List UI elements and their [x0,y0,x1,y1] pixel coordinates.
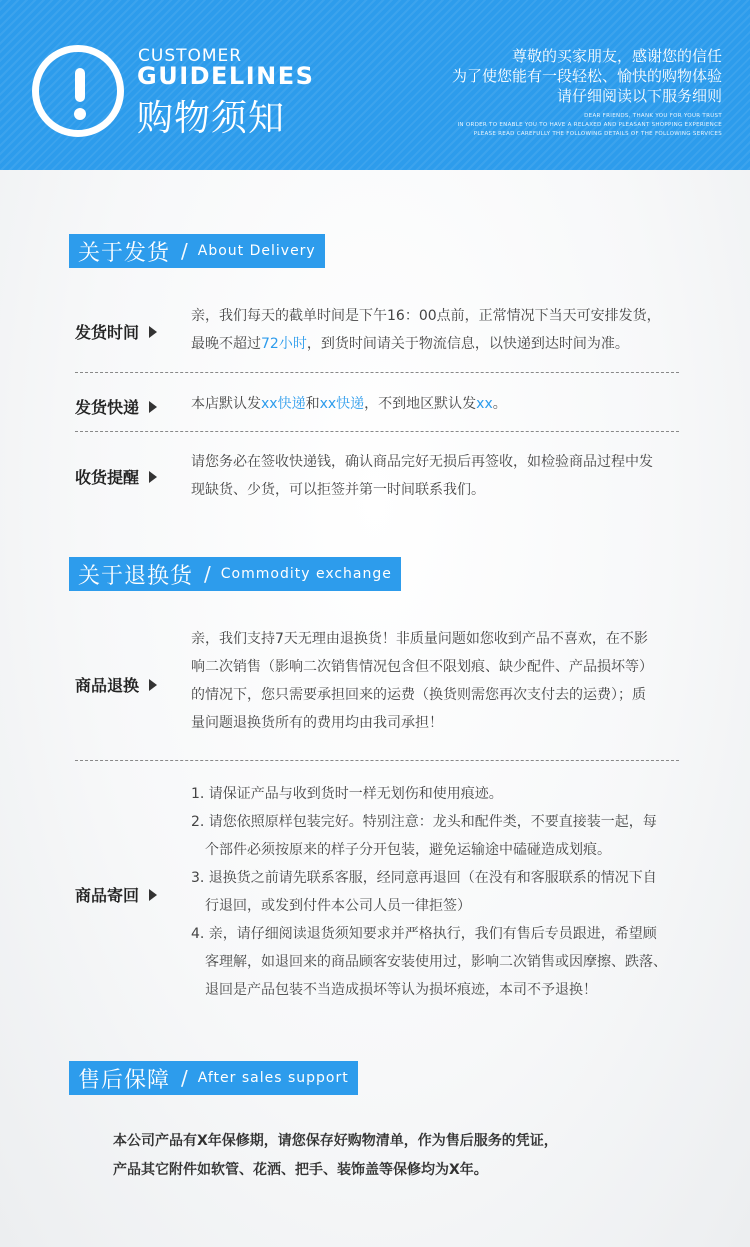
greeting-small-line: IN ORDER TO ENABLE YOU TO HAVE A RELAXED AND PLEASANT SHOPPING EXPERIENCE [457,122,722,128]
dashed-divider [75,760,679,761]
dashed-divider [75,431,679,432]
list-item: 3. 退换货之前请先联系客服，经同意再退回（在没有和客服联系的情况下自 行退回，或发到付件本公司人员一律拒签） [191,870,657,914]
express-text: 本店默认发xx快递和xx快递，不到地区默认发xx。 [191,396,507,412]
after-sales-text: 本公司产品有X年保修期，请您保存好购物清单，作为售后服务的凭证， 产品其它附件如软管、花洒、把手、装饰盖等保修均为X年。 [113,1133,558,1178]
row-label-ship-time: 发货时间 [75,320,157,343]
header-en-line2: GUIDELINES [137,62,315,90]
row-label-return: 商品寄回 [75,883,157,906]
header-title-cn: 购物须知 [137,98,286,139]
header-greeting [452,46,722,139]
greeting-small-line: PLEASE READ CAREFULLY THE FOLLOWING DETAILS OF THE FOLLOWING SERVICES [473,131,722,137]
highlight-72h: 72小时 [261,336,307,352]
greeting-line: 请仔细阅读以下服务细则 [556,87,722,105]
greeting-line: 尊敬的买家朋友，感谢您的信任 [511,47,722,65]
row-label-receipt: 收货提醒 [75,465,157,488]
receipt-text: 请您务必在签收快递钱，确认商品完好无损后再签收，如检验商品过程中发 现缺货、少货，可以拒签并第一时间联系我们。 [191,454,653,498]
greeting-line: 为了使您能有一段轻松、愉快的购物体验 [451,67,722,85]
triangle-right-icon [149,889,157,901]
header-en-line1: CUSTOMER [138,46,243,66]
section-title-cn: 关于退换货 [78,563,194,589]
section-title-en: Commodity exchange [220,566,392,582]
section-heading-exchange [69,557,401,591]
list-item: 1. 请保证产品与收到货时一样无划伤和使用痕迹。 [191,786,503,802]
section-slash: / [204,562,211,586]
triangle-right-icon [149,679,157,691]
list-item: 2. 请您依照原样包装完好。特别注意：龙头和配件类，不要直接装一起，每 个部件必须按原来的样子分开包装，避免运输途中磕碰造成划痕。 [191,814,657,858]
return-list [191,780,667,1004]
section-title-en: About Delivery [197,243,316,259]
list-item: 4. 亲，请仔细阅读退货须知要求并严格执行，我们有售后专员跟进，希望顾 客理解，如退回来的商品顾客安装使用过，影响二次销售或因摩擦、跌落、 退回是产品包装不当造成损坏等认为损坏痕迹，本司不予退换！ [191,926,667,998]
refund-text: 亲，我们支持7天无理由退换货！非质量问题如您收到产品不喜欢，在不影 响二次销售（影响二次销售情况包含但不限划痕、缺少配件、产品损坏等） 的情况下，您只需要承担回来的运费（换货则需您再次支付去的运费）；质 量问题退换货所有的费用均由我司承担！ [191,631,653,731]
section-slash: / [181,239,188,263]
section-slash: / [181,1066,188,1090]
triangle-right-icon [149,326,157,338]
row-label-refund: 商品退换 [75,673,157,696]
section-heading-after-sales [69,1061,358,1095]
section-title-en: After sales support [197,1070,349,1086]
header-banner [0,0,750,170]
greeting-small-line: DEAR FRIENDS, THANK YOU FOR YOUR TRUST [584,113,722,119]
row-label-express: 发货快递 [75,395,157,418]
section-title-cn: 关于发货 [78,240,171,266]
section-title-cn: 售后保障 [78,1067,171,1093]
triangle-right-icon [149,401,157,413]
section-heading-delivery [69,234,325,268]
triangle-right-icon [149,471,157,483]
exclamation-icon [32,45,124,137]
dashed-divider [75,372,679,373]
ship-time-text: 亲，我们每天的截单时间是下午16：00点前，正常情况下当天可安排发货， 最晚不超过72小时，到货时间请关于物流信息，以快递到达时间为准。 [191,308,661,352]
